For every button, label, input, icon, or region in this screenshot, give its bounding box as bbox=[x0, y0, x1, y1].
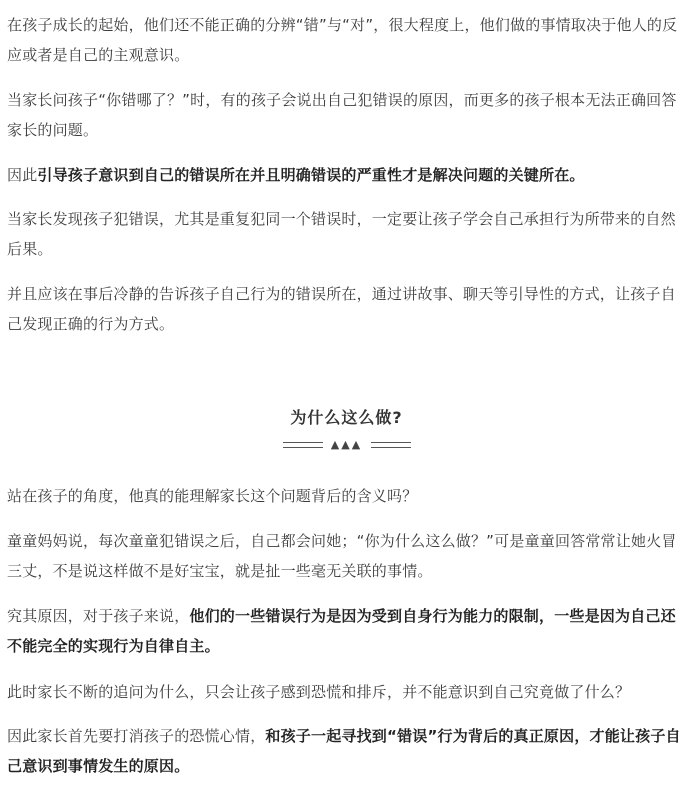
paragraph-9 bbox=[7, 677, 687, 707]
paragraph-5 bbox=[7, 279, 687, 339]
paragraph-10-emphasis: 和孩子一起寻找到“错误”行为背后的真正原因，才能让孩子自己意识到事情发生的原因。 bbox=[7, 727, 681, 775]
paragraph-3-emphasis: 引导孩子意识到自己的错误所在并且明确错误的严重性才是解决问题的关键所在。 bbox=[37, 166, 585, 184]
ornament-line-left bbox=[283, 442, 323, 448]
paragraph-6-text: 站在孩子的角度，他真的能理解家长这个问题背后的含义吗？ bbox=[7, 487, 418, 505]
paragraph-8-emphasis: 他们的一些错误行为是因为受到自身行为能力的限制，一些是因为自己还不能完全的实现行为自律自主。 bbox=[7, 607, 676, 655]
paragraph-4 bbox=[7, 204, 687, 264]
paragraph-2-text: 当家长问孩子“你错哪了？”时，有的孩子会说出自己犯错误的原因，而更多的孩子根本无法正确回答家长的问题。 bbox=[7, 91, 677, 139]
paragraph-10 bbox=[7, 721, 687, 781]
ornament-line-right bbox=[371, 442, 411, 448]
paragraph-3 bbox=[7, 160, 687, 190]
paragraph-10-text: 因此家长首先要打消孩子的恐慌心情， bbox=[7, 727, 266, 745]
section-ornament bbox=[277, 436, 417, 456]
paragraph-2 bbox=[7, 85, 687, 145]
paragraph-7 bbox=[7, 526, 687, 586]
section-title: 为什么这么做? bbox=[290, 408, 403, 427]
paragraph-9-text: 此时家长不断的追问为什么，只会让孩子感到恐慌和排斥，并不能意识到自己究竟做了什么？ bbox=[7, 683, 631, 701]
paragraph-4-text: 当家长发现孩子犯错误，尤其是重复犯同一个错误时，一定要让孩子学会自己承担行为所带来的自然后果。 bbox=[7, 210, 676, 258]
paragraph-3-text: 因此 bbox=[7, 166, 38, 184]
paragraph-8 bbox=[7, 601, 687, 661]
triangle-icons: ▲▲▲ bbox=[330, 438, 363, 451]
paragraph-7-text: 童童妈妈说，每次童童犯错误之后，自己都会问她；“你为什么这么做？”可是童童回答常常让她火冒三丈，不是说这样做不是好宝宝，就是扯一些毫无关联的事情。 bbox=[7, 532, 677, 580]
paragraph-1-text: 在孩子成长的起始，他们还不能正确的分辨“错”与“对”，很大程度上，他们做的事情取决于他人的反应或者是自己的主观意识。 bbox=[7, 16, 678, 64]
section-heading bbox=[0, 406, 693, 456]
paragraph-1 bbox=[7, 10, 687, 70]
paragraph-6 bbox=[7, 481, 687, 511]
paragraph-8-text: 究其原因，对于孩子来说， bbox=[7, 607, 190, 625]
paragraph-5-text: 并且应该在事后冷静的告诉孩子自己行为的错误所在，通过讲故事、聊天等引导性的方式，让孩子自己发现正确的行为方式。 bbox=[7, 285, 676, 333]
